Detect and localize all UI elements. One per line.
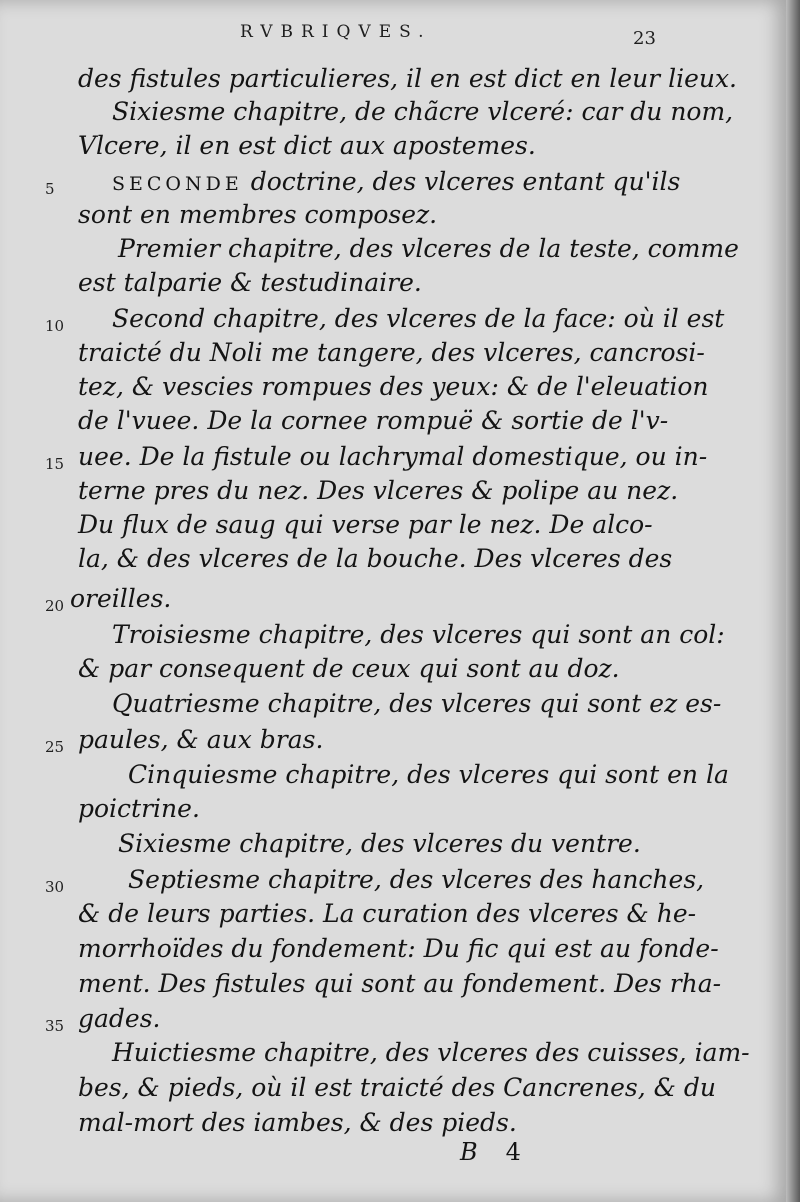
text-line: de l'vuee. De la cornee rompuë & sortie de l'v- bbox=[78, 406, 669, 435]
page-number: 23 bbox=[633, 28, 656, 49]
line-number: 20 bbox=[45, 597, 65, 615]
text-line: Huictiesme chapitre, des vlceres des cuisses, iam- bbox=[112, 1038, 750, 1067]
text-line: uee. De la fistule ou lachrymal domestique, ou in- bbox=[78, 442, 708, 471]
line-number: 10 bbox=[45, 317, 65, 335]
running-head: RVBRIQVES. bbox=[240, 22, 432, 42]
line-number: 15 bbox=[45, 455, 65, 473]
text-line: mal-mort des iambes, & des pieds. bbox=[78, 1108, 517, 1137]
signature-number: 4 bbox=[505, 1138, 521, 1166]
signature-mark bbox=[460, 1138, 521, 1166]
line-number: 25 bbox=[45, 738, 65, 756]
text-line: Sixiesme chapitre, de chãcre vlceré: car du nom, bbox=[112, 97, 734, 126]
text-line: Troisiesme chapitre, des vlceres qui sont an col: bbox=[112, 620, 725, 649]
text-line: Quatriesme chapitre, des vlceres qui sont ez es- bbox=[112, 689, 722, 718]
text-line: gades. bbox=[78, 1004, 161, 1033]
text-line: des fistules particulieres, il en est dict en leur lieux. bbox=[78, 64, 738, 93]
text-line: Sixiesme chapitre, des vlceres du ventre. bbox=[118, 829, 641, 858]
text-line: paules, & aux bras. bbox=[78, 725, 324, 754]
text-line: & par consequent de ceux qui sont au doz. bbox=[78, 654, 620, 683]
text-line: oreilles. bbox=[70, 584, 172, 613]
text-line: SECONDE doctrine, des vlceres entant qu'ils bbox=[112, 167, 681, 196]
section-heading: SECONDE bbox=[112, 173, 243, 195]
text-line: Second chapitre, des vlceres de la face: où il est bbox=[112, 304, 725, 333]
text-line: Vlcere, il en est dict aux apostemes. bbox=[78, 131, 536, 160]
text-line: poictrine. bbox=[78, 794, 200, 823]
text-line: Premier chapitre, des vlceres de la teste, comme bbox=[118, 234, 739, 263]
signature-letter: B bbox=[460, 1138, 478, 1166]
text-line: est talparie & testudinaire. bbox=[78, 268, 422, 297]
text-line: tez, & vescies rompues des yeux: & de l'eleuation bbox=[78, 372, 709, 401]
text-line: traicté du Noli me tangere, des vlceres, cancrosi- bbox=[78, 338, 705, 367]
text-line: & de leurs parties. La curation des vlceres & he- bbox=[78, 899, 697, 928]
text-line: bes, & pieds, où il est traicté des Cancrenes, & du bbox=[78, 1073, 716, 1102]
line-number: 35 bbox=[45, 1017, 65, 1035]
page-edge-shadow bbox=[786, 0, 800, 1202]
text-line: sont en membres composez. bbox=[78, 200, 438, 229]
text-line: Septiesme chapitre, des vlceres des hanches, bbox=[128, 865, 705, 894]
text-line: morrhoïdes du fondement: Du fic qui est au fonde- bbox=[78, 934, 719, 963]
text-line: Du flux de saug qui verse par le nez. De alco- bbox=[78, 510, 653, 539]
text-line: ment. Des fistules qui sont au fondement. Des rha- bbox=[78, 969, 722, 998]
text-line: la, & des vlceres de la bouche. Des vlceres des bbox=[78, 544, 673, 573]
line-number: 5 bbox=[45, 180, 55, 198]
text-line: Cinquiesme chapitre, des vlceres qui sont en la bbox=[128, 760, 729, 789]
line-number: 30 bbox=[45, 878, 65, 896]
text-line: terne pres du nez. Des vlceres & polipe au nez. bbox=[78, 476, 679, 505]
